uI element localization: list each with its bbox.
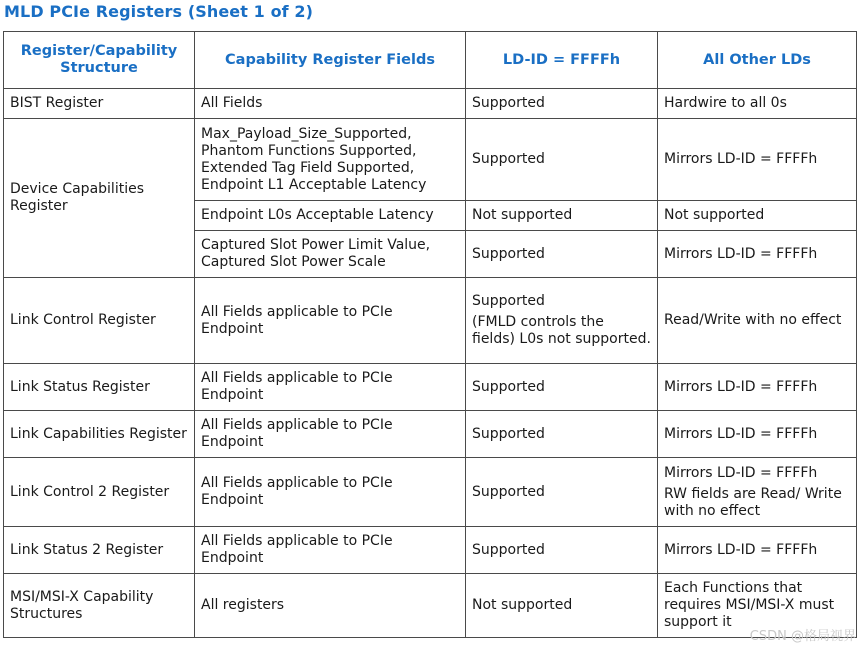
- other-line-rw-note: RW fields are Read/ Write with no effect: [664, 485, 842, 519]
- cell-fields: All Fields applicable to PCIe Endpoint: [195, 278, 466, 364]
- cell-ldid: Supported: [466, 527, 658, 574]
- cell-register: Device Capabilities Register: [4, 119, 195, 278]
- cell-other: Not supported: [658, 201, 857, 231]
- cell-register: Link Capabilities Register: [4, 411, 195, 458]
- cell-fields: All registers: [195, 574, 466, 638]
- table-row: [4, 89, 857, 119]
- ldid-line-supported: Supported: [472, 293, 545, 309]
- table-row: [4, 364, 857, 411]
- csdn-watermark: CSDN @格局视界: [749, 629, 856, 644]
- table-header-row: [4, 32, 857, 89]
- cell-fields: All Fields applicable to PCIe Endpoint: [195, 364, 466, 411]
- cell-ldid: Supported: [466, 119, 658, 201]
- page-title: MLD PCIe Registers (Sheet 1 of 2): [4, 2, 314, 21]
- table-row: [4, 278, 857, 364]
- header-register-structure: Register/Capability Structure: [4, 32, 195, 89]
- cell-register: Link Control Register: [4, 278, 195, 364]
- table-row: [4, 458, 857, 527]
- ldid-line-note: (FMLD controls the fields) L0s not supported.: [472, 314, 651, 347]
- cell-fields: All Fields: [195, 89, 466, 119]
- cell-other: Mirrors LD-ID = FFFFh: [658, 411, 857, 458]
- cell-other: Mirrors LD-ID = FFFFh: [658, 527, 857, 574]
- cell-register: MSI/MSI-X Capability Structures: [4, 574, 195, 638]
- cell-other: [658, 458, 857, 527]
- cell-other: Hardwire to all 0s: [658, 89, 857, 119]
- cell-other: Each Functions that requires MSI/MSI-X must support it: [658, 574, 857, 638]
- cell-other: Read/Write with no effect: [658, 278, 857, 364]
- cell-register: Link Status 2 Register: [4, 527, 195, 574]
- cell-ldid: Supported: [466, 231, 658, 278]
- cell-ldid: Supported: [466, 89, 658, 119]
- cell-ldid: Supported: [466, 458, 658, 527]
- cell-fields: All Fields applicable to PCIe Endpoint: [195, 411, 466, 458]
- header-capability-fields: Capability Register Fields: [195, 32, 466, 89]
- cell-fields: All Fields applicable to PCIe Endpoint: [195, 527, 466, 574]
- cell-fields: All Fields applicable to PCIe Endpoint: [195, 458, 466, 527]
- table-row: [4, 411, 857, 458]
- table-row: [4, 574, 857, 638]
- other-line-mirrors: Mirrors LD-ID = FFFFh: [664, 464, 818, 481]
- cell-register: BIST Register: [4, 89, 195, 119]
- cell-ldid: Supported: [466, 364, 658, 411]
- cell-ldid: Not supported: [466, 574, 658, 638]
- table-row: [4, 527, 857, 574]
- table-row: [4, 119, 857, 201]
- cell-register: Link Status Register: [4, 364, 195, 411]
- mld-pcie-registers-table: [3, 31, 857, 638]
- header-ldid-ffffh: LD-ID = FFFFh: [466, 32, 658, 89]
- cell-other: Mirrors LD-ID = FFFFh: [658, 119, 857, 201]
- cell-ldid: Not supported: [466, 201, 658, 231]
- cell-ldid: [466, 278, 658, 364]
- cell-other: Mirrors LD-ID = FFFFh: [658, 364, 857, 411]
- cell-other: Mirrors LD-ID = FFFFh: [658, 231, 857, 278]
- header-all-other-lds: All Other LDs: [658, 32, 857, 89]
- cell-fields: Captured Slot Power Limit Value, Captured Slot Power Scale: [195, 231, 466, 278]
- cell-register: Link Control 2 Register: [4, 458, 195, 527]
- cell-fields: Endpoint L0s Acceptable Latency: [195, 201, 466, 231]
- cell-fields: Max_Payload_Size_Supported, Phantom Functions Supported, Extended Tag Field Supported, Endpoint L1 Acceptable Latency: [195, 119, 466, 201]
- cell-ldid: Supported: [466, 411, 658, 458]
